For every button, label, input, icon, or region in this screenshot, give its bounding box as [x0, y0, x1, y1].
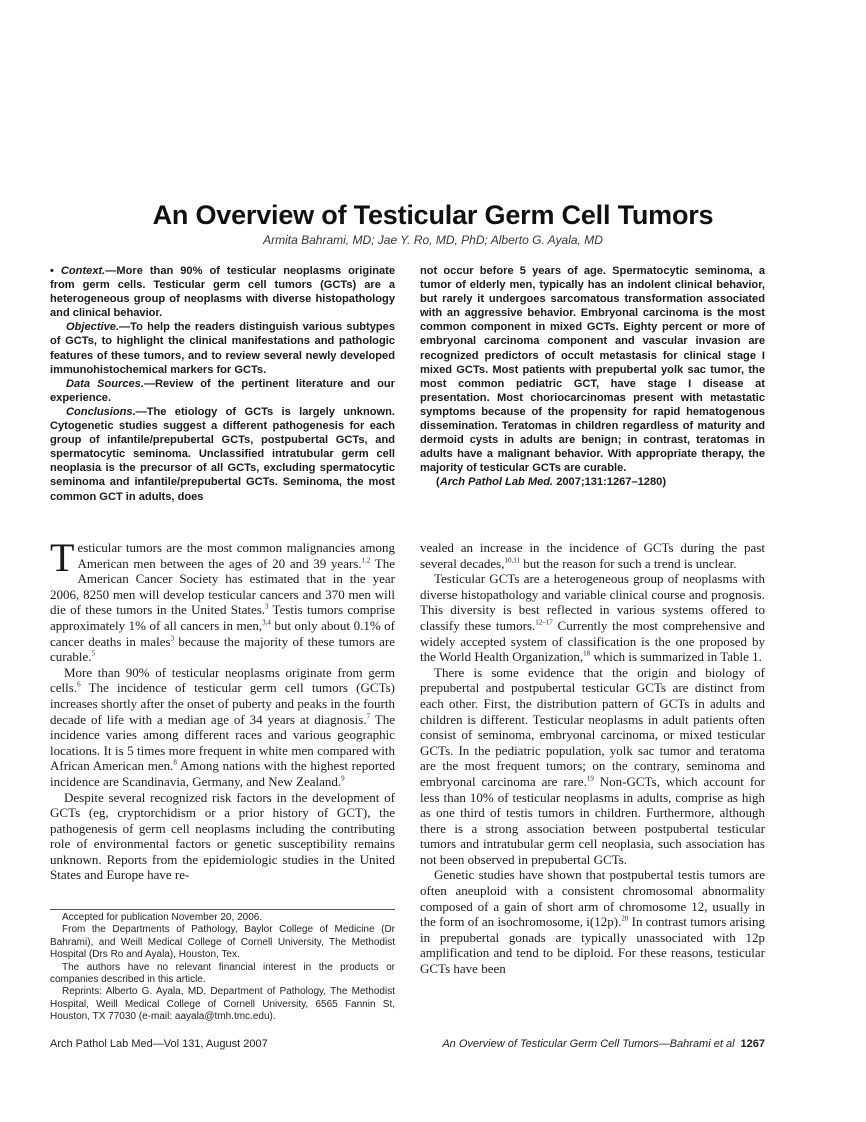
reference-marker: 7 — [366, 712, 371, 721]
sources-text: —Review of the pertinent literature and our experience. — [50, 377, 395, 404]
body-paragraph-5: There is some evidence that the origin and biology of prepubertal and postpubertal testicular GCTs are distinct from each other. First, the distribution pattern of GCTs in adults and children is different. Testicular neoplasms in adult patients often consist of seminoma, embryonal carcinoma, or mixed testicular GCTs. In the pediatric population, yolk sac tumor and teratoma are the most frequent tumors; on the contrary, seminoma and embryonal carcinoma are rare.$^{19}$ Non-GCTs, which account for less than 10% of testicular neoplasms in adults, comprise as high as one third of testis tumors in children. Furthermore, although there is a strong association between postpubertal testicular tumors and intratubular germ cell neoplasia, such association has not been observed in prepubertal GCTs. — [420, 664, 766, 867]
body-paragraph-2: More than 90% of testicular neoplasms originate from germ cells.$^6$ The incidence of testicular germ cell tumors (GCTs) increases shortly after the onset of puberty and peaks in the fourth decade of life with a median age of 34 years at diagnosis.$^7$ The incidence varies among different races and various geographic locations. It is 5 times more frequent in white men compared with African American men.$^8$ Among nations with the highest reported incidence are Scandinavia, Germany, and New Zealand.$^9$ — [50, 664, 395, 789]
footnote-reprints: Reprints: Alberto G. Ayala, MD, Department of Pathology, The Methodist Hospital, Weill Medical College of Cornell University, 6565 Fannin St, Houston, TX 77030 (e-mail: aayala@tmh.tmc.edu). — [50, 986, 395, 1023]
body-column-right — [420, 540, 765, 977]
footnotes — [50, 912, 395, 1024]
body-paragraph-3: Despite several recognized risk factors in the development of GCTs (eg, cryptorchidism or a prior history of GCT), the pathogenesis of germ cell neoplasms including the contributing role of environmental factors or genetic susceptibility remains unknown. Reports from the epidemiologic studies in the United States and Europe have re- — [50, 789, 395, 883]
objective-label: Objective. — [66, 321, 120, 334]
footnote-accepted: Accepted for publication November 20, 2006. — [62, 912, 263, 923]
footnote-disclosure: The authors have no relevant financial interest in the products or companies described in this article. — [50, 961, 395, 986]
reference-marker: 20 — [621, 914, 629, 923]
drop-cap: T — [50, 535, 75, 580]
abstract-context — [50, 264, 395, 320]
footer-running-title: An Overview of Testicular Germ Cell Tumors—Bahrami et al — [442, 1038, 735, 1050]
context-text: —More than 90% of testicular neoplasms originate from germ cells. Testicular germ cell tumors (GCTs) are a heterogeneous group of neoplasms with diverse histopathology and clinical behavior. — [50, 265, 395, 320]
abstract-citation — [420, 475, 765, 489]
body-paragraph-3-continued: vealed an increase in the incidence of GCTs during the past several decades,$^{10,11}$ but the reason for such a trend is unclear. — [420, 540, 765, 571]
citation-details: 2007;131:1267–1280) — [553, 476, 667, 489]
reference-marker: 5 — [91, 649, 96, 658]
reference-marker: 3 — [170, 634, 175, 643]
reference-marker: 12–17 — [535, 618, 553, 627]
sources-label: Data Sources. — [66, 377, 144, 390]
footnote-divider — [50, 909, 395, 910]
reference-marker: 3,4 — [262, 618, 271, 627]
body-paragraph-1: Testicular tumors are the most common malignancies among American men between the ages of 20 and 39 years.$^{1,2}$ The American Cancer Society has estimated that in the year 2006, 8250 men will develop testicular cancers and 370 men will die of these tumors in the United States.$^3$ Testis tumors comprise approximately 1% of all cancers in men,$^{3,4}$ but only about 0.1% of cancer deaths in males$^3$ because the majority of these tumors are curable.$^5$ — [50, 535, 396, 665]
conclusions-label: Conclusions. — [66, 405, 136, 418]
footer-journal-issue: Arch Pathol Lab Med—Vol 131, August 2007 — [50, 1038, 268, 1050]
abstract-conclusions — [50, 405, 395, 504]
body-paragraph-4: Testicular GCTs are a heterogeneous group of neoplasms with diverse histopathology and variable clinical course and prognosis. This diversity is best reflected in various systems offered to classify these tumors.$^{12-17}$ Currently the most comprehensive and widely accepted system of classification is the one proposed by the World Health Organization,$^{18}$ which is summarized in Table 1. — [420, 571, 765, 665]
body-column-left — [50, 535, 396, 883]
citation-paren: ( — [436, 476, 440, 489]
reference-marker: 9 — [341, 774, 345, 783]
conclusions-text-part2: not occur before 5 years of age. Spermatocytic seminoma, a tumor of elderly men, typically has an indolent clinical behavior, but rarely it undergoes sarcomatous transformation associated with an aggressive behavior. Embryonal carcinoma is the most common component in mixed GCTs. Eighty percent or more of embryonal carcinoma component and vascular invasion are recognized predictors of occult metastasis for clinical stage I mixed GCTs. Most patients with prepubertal yolk sac tumor, the most common pediatric GCT, have stage I disease at presentation. Most choriocarcinomas present with metastatic symptoms because of the propensity for rapid hematogenous dissemination. Teratomas in children regardless of maturity and dermoid cysts in adults are benign; in contrast, teratomas in adults have a malignant behavior. With appropriate therapy, the majority of testicular GCTs are curable. — [420, 265, 765, 475]
reference-marker: 3 — [265, 603, 269, 612]
footnote-affiliations: From the Departments of Pathology, Baylor College of Medicine (Dr Bahrami), and Weill Medical College of Cornell University, The Methodist Hospital (Drs Ro and Ayala), Houston, Tex. — [50, 924, 395, 961]
reference-marker: 18 — [583, 649, 591, 658]
body-paragraph-6: Genetic studies have shown that postpubertal testis tumors are often aneuploid with a consistent chromosomal abnormality composed of a gain of short arm of chromosome 12, usually in the form of an isochromosome, i(12p).$^{20}$ In contrast tumors arising in prepubertal gonads are typically unassociated with 12p amplification and tend to be diploid. For these reasons, testicular GCTs have been — [420, 867, 765, 977]
context-label: Context. — [60, 265, 106, 277]
page-number: 1267 — [740, 1038, 765, 1050]
abstract-objective — [50, 320, 395, 376]
reference-marker: 6 — [77, 681, 81, 690]
reference-marker: 19 — [586, 774, 594, 783]
conclusions-text-part1: —The etiology of GCTs is largely unknown. Cytogenetic studies suggest a different pathogenesis for each group of infantile/prepubertal GCTs, postpubertal GCTs, and spermatocytic seminoma. Unclassified intratubular germ cell neoplasia is the precursor of all GCTs, excluding spermatocytic seminoma and infantile/prepubertal GCTs. Seminoma, the most common GCT in adults, does — [50, 405, 395, 503]
abstract-column-right — [420, 264, 765, 490]
abstract-column-left — [50, 264, 395, 504]
article-title: An Overview of Testicular Germ Cell Tumors — [152, 200, 714, 231]
objective-text: —To help the readers distinguish various subtypes of GCTs, to highlight the clinical manifestations and pathologic features of these tumors, and to review several newly developed immunohistochemical markers for GCTs. — [50, 321, 395, 376]
bullet-marker: • — [50, 265, 54, 277]
reference-marker: 10,11 — [504, 556, 520, 565]
citation-journal: Arch Pathol Lab Med. — [439, 476, 554, 489]
abstract-data-sources — [50, 377, 395, 405]
author-list: Armita Bahrami, MD; Jae Y. Ro, MD, PhD; Alberto G. Ayala, MD — [263, 233, 603, 247]
footer-right — [420, 1038, 765, 1050]
reference-marker: 1,2 — [361, 556, 371, 565]
reference-marker: 8 — [173, 758, 177, 767]
